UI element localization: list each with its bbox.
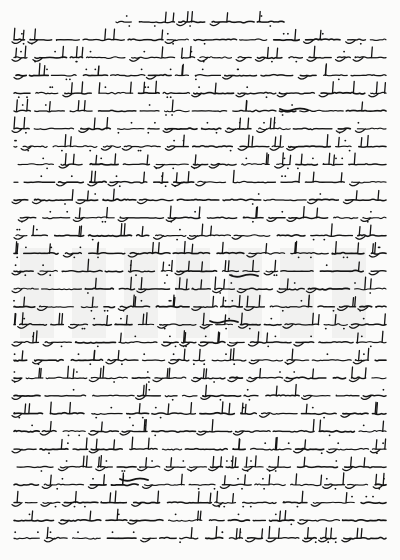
manuscript-line — [14, 348, 386, 365]
interlinear-correction — [120, 479, 148, 481]
manuscript-line — [12, 384, 386, 401]
manuscript-line — [12, 46, 386, 62]
manuscript-line — [12, 259, 386, 276]
manuscript-line — [12, 491, 386, 508]
manuscript-line — [14, 241, 386, 258]
manuscript-line — [12, 277, 386, 294]
manuscript-line — [14, 135, 386, 152]
manuscript-line — [12, 117, 386, 134]
interlinear-correction — [280, 109, 308, 111]
manuscript-line — [14, 473, 386, 490]
interlinear-correction — [210, 321, 238, 323]
manuscript-line — [14, 527, 386, 544]
manuscript-line — [14, 99, 386, 116]
manuscript-line — [12, 402, 386, 419]
manuscript-line — [116, 12, 284, 27]
manuscript-line — [14, 81, 386, 98]
manuscript-line — [14, 313, 386, 330]
manuscript-line — [12, 366, 386, 383]
manuscript-line — [17, 456, 386, 472]
manuscript-line — [14, 420, 386, 437]
manuscript-line — [18, 206, 386, 223]
manuscript-line — [12, 189, 386, 205]
manuscript-line — [18, 153, 386, 169]
manuscript-line — [12, 28, 386, 44]
manuscript-line — [13, 295, 386, 311]
handwritten-text-block — [8, 6, 392, 554]
manuscript-line — [14, 509, 386, 525]
manuscript-line — [12, 437, 386, 454]
manuscript-line — [14, 63, 386, 80]
interlinear-correction — [230, 275, 258, 277]
manuscript-line — [14, 170, 386, 187]
manuscript-line — [12, 331, 386, 348]
manuscript-line — [14, 224, 386, 241]
